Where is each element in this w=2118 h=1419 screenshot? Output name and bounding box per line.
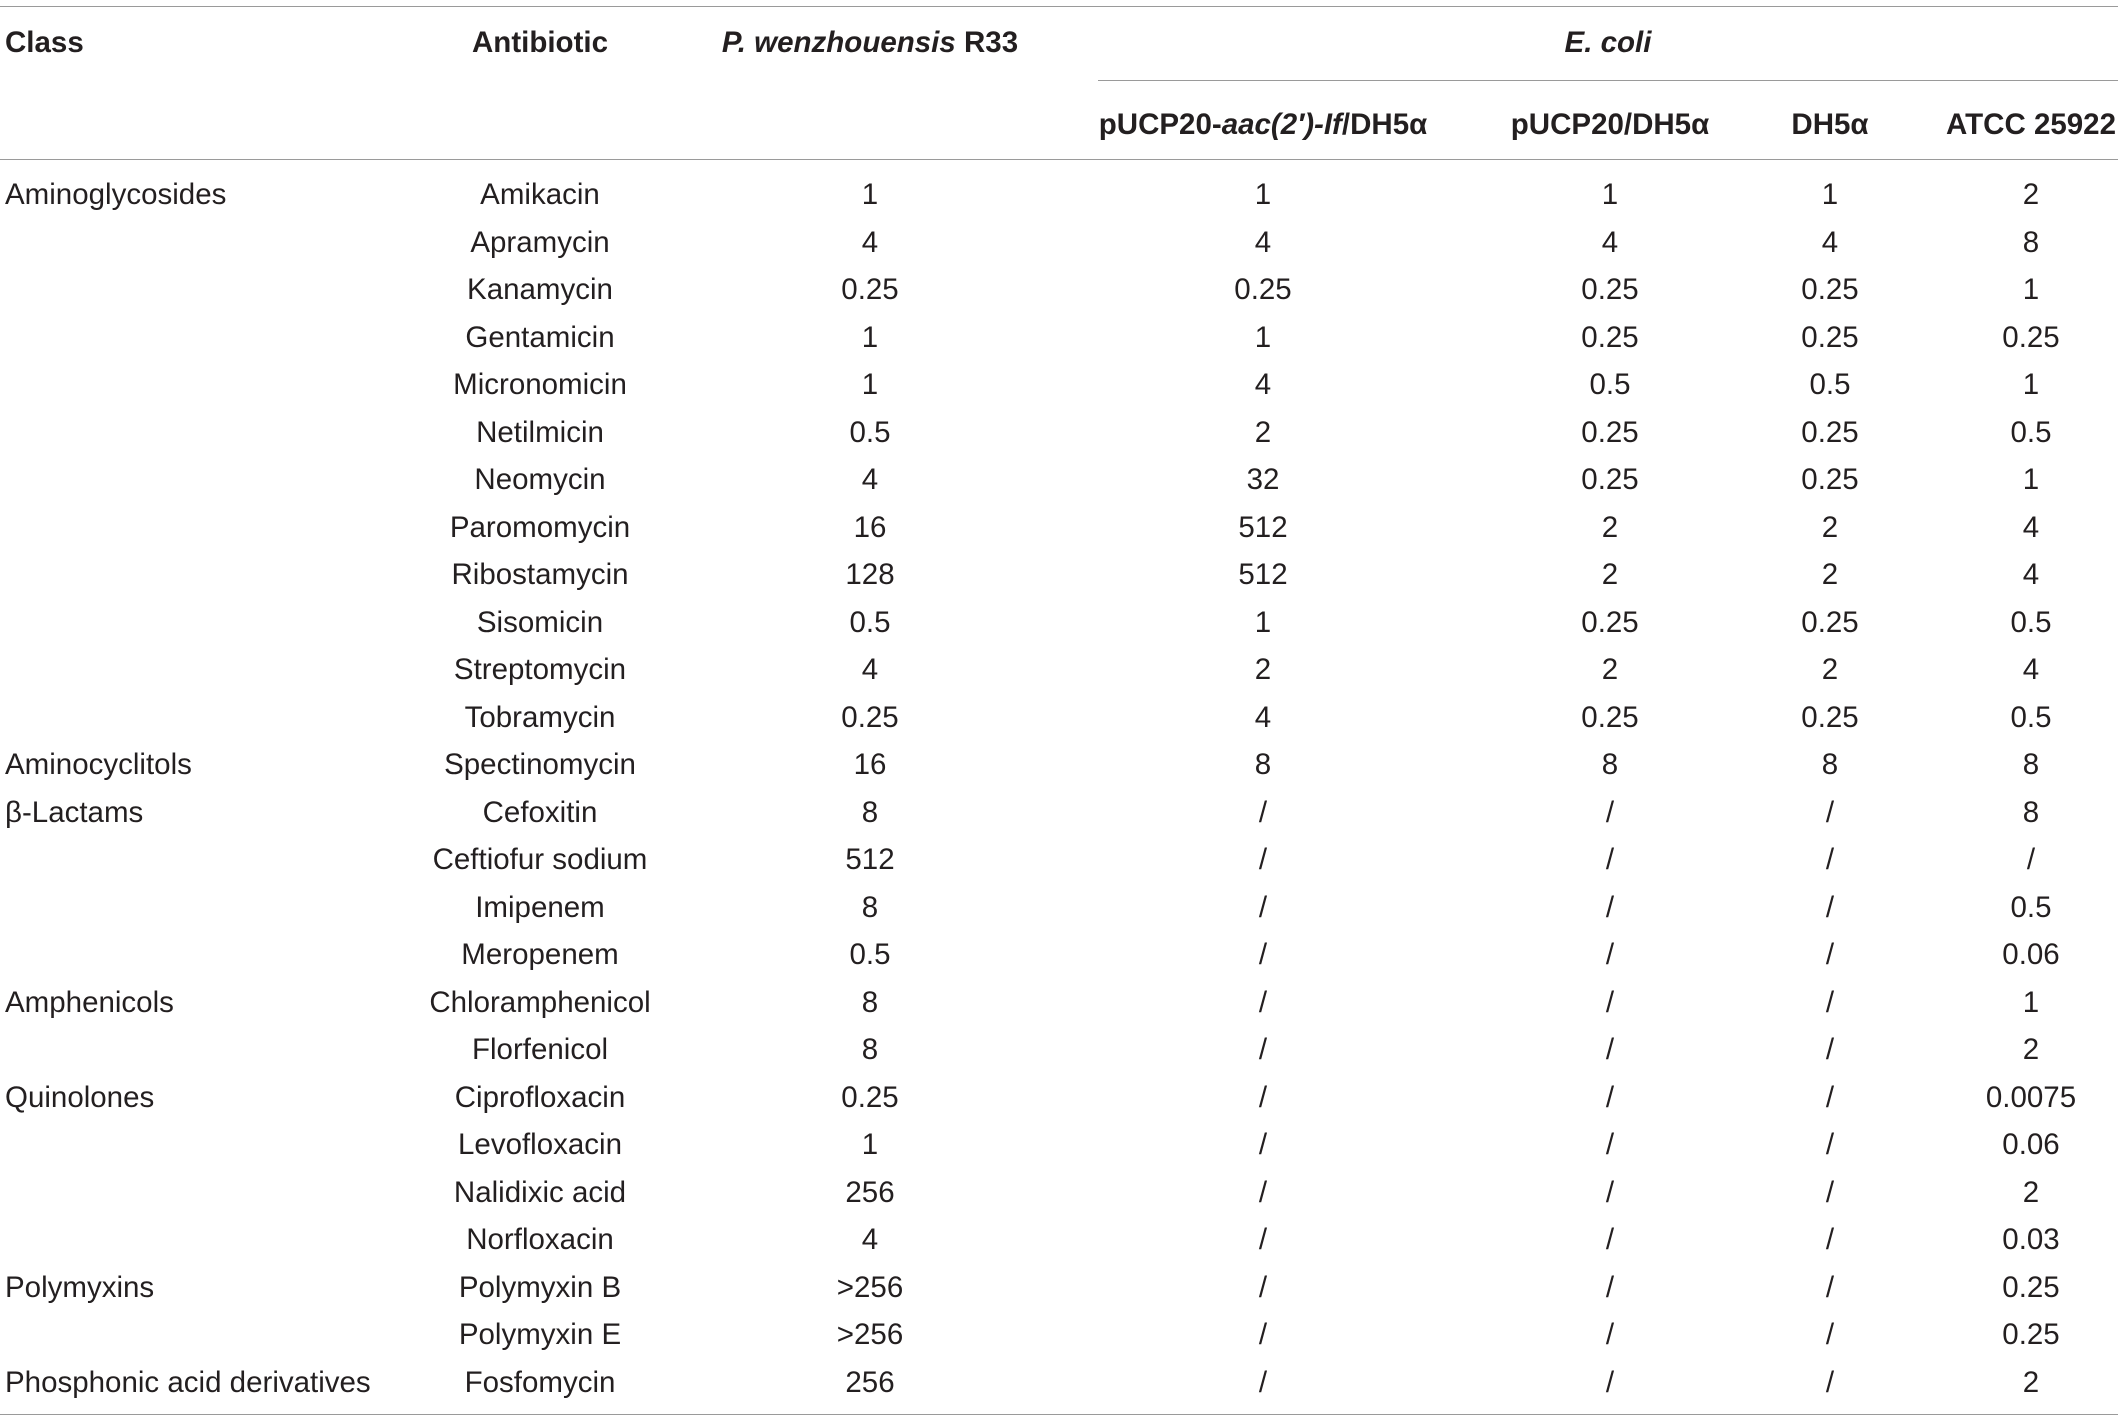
cell-dh5a: /	[1825, 795, 1835, 829]
cell-dh5a: 0.25	[1801, 605, 1859, 639]
header-strain-r33-species: P. wenzhouensis	[721, 26, 956, 59]
cell-antibiotic: Sisomicin	[476, 605, 604, 639]
cell-dh5a: 2	[1821, 510, 1839, 544]
cell-r33: 0.5	[849, 605, 891, 639]
cell-antibiotic: Ciprofloxacin	[454, 1080, 626, 1114]
cell-dh5a: 2	[1821, 653, 1839, 686]
cell-dh5a: /	[1825, 1175, 1835, 1209]
cell-dh5a: 0.25	[1801, 415, 1859, 449]
header-atcc: ATCC 25922	[1946, 108, 2116, 141]
cell-antibiotic: Tobramycin	[464, 700, 616, 734]
cell-class: Aminocyclitols	[5, 748, 192, 781]
cell-antibiotic: Apramycin	[470, 225, 610, 259]
cell-dh5a: /	[1825, 1080, 1835, 1114]
cell-puc: /	[1605, 795, 1615, 829]
cell-aac: 0.25	[1234, 273, 1292, 306]
cell-aac: 512	[1238, 558, 1288, 591]
cell-antibiotic: Ribostamycin	[451, 558, 629, 591]
cell-aac: /	[1258, 1223, 1268, 1256]
header-puc-aac-prefix: pUCP20-	[1098, 108, 1222, 141]
cell-antibiotic: Chloramphenicol	[429, 985, 651, 1019]
cell-puc: /	[1605, 1128, 1615, 1161]
cell-puc: 2	[1601, 558, 1619, 591]
header-puc-aac	[1099, 110, 1428, 140]
cell-antibiotic: Levofloxacin	[458, 1128, 622, 1161]
cell-atcc: 2	[2022, 1033, 2040, 1066]
header-puc-aac-host: /DH5α	[1341, 108, 1428, 141]
cell-atcc: 2	[2022, 1175, 2040, 1209]
cell-r33: 4	[861, 1223, 879, 1256]
cell-aac: /	[1258, 795, 1268, 829]
cell-atcc: 4	[2022, 653, 2040, 686]
cell-r33: 8	[861, 890, 879, 924]
cell-aac: /	[1258, 1033, 1268, 1066]
cell-r33: 1	[861, 178, 879, 211]
cell-class: Polymyxins	[5, 1270, 155, 1304]
top-rule	[0, 6, 2118, 7]
cell-aac: /	[1258, 1175, 1268, 1209]
cell-antibiotic: Netilmicin	[476, 415, 604, 449]
cell-r33: 0.5	[849, 938, 891, 971]
cell-r33: 1	[861, 1128, 879, 1161]
header-strain-r33	[722, 28, 1018, 58]
cell-aac: 1	[1254, 178, 1272, 211]
cell-puc: /	[1605, 938, 1615, 971]
cell-atcc: 0.06	[2002, 938, 2060, 971]
cell-dh5a: 2	[1821, 558, 1839, 591]
cell-atcc: 1	[2022, 985, 2040, 1019]
cell-aac: /	[1258, 938, 1268, 971]
cell-antibiotic: Streptomycin	[453, 653, 627, 686]
cell-atcc: 8	[2022, 795, 2040, 829]
cell-r33: >256	[836, 1270, 904, 1304]
cell-atcc: 2	[2022, 178, 2040, 211]
cell-puc: /	[1605, 1365, 1615, 1399]
cell-dh5a: /	[1825, 938, 1835, 971]
cell-r33: 4	[861, 463, 879, 496]
cell-class: Phosphonic acid derivatives	[5, 1365, 371, 1399]
cell-aac: /	[1258, 1270, 1268, 1304]
cell-r33: 4	[861, 653, 879, 686]
cell-atcc: 0.5	[2010, 605, 2052, 639]
cell-aac: /	[1258, 1365, 1268, 1399]
cell-dh5a: 1	[1821, 178, 1839, 211]
cell-r33: 8	[861, 1033, 879, 1066]
cell-r33: >256	[836, 1318, 904, 1351]
cell-puc: /	[1605, 1033, 1615, 1066]
cell-r33: 0.5	[849, 415, 891, 449]
cell-antibiotic: Paromomycin	[449, 510, 631, 544]
cell-atcc: 4	[2022, 558, 2040, 591]
cell-puc: /	[1605, 890, 1615, 924]
cell-puc: 0.25	[1581, 700, 1639, 734]
cell-aac: /	[1258, 985, 1268, 1019]
cell-puc: 0.5	[1589, 368, 1631, 401]
cell-puc: 4	[1601, 225, 1619, 259]
cell-puc: 2	[1601, 510, 1619, 544]
cell-dh5a: 0.5	[1809, 368, 1851, 401]
cell-r33: 1	[861, 320, 879, 354]
cell-antibiotic: Polymyxin E	[458, 1318, 622, 1351]
cell-antibiotic: Polymyxin B	[458, 1270, 622, 1304]
cell-r33: 512	[845, 843, 895, 876]
cell-r33: 8	[861, 985, 879, 1019]
cell-aac: 2	[1254, 653, 1272, 686]
cell-r33: 0.25	[841, 273, 899, 306]
header-dh5a: DH5α	[1791, 108, 1869, 141]
cell-puc: 2	[1601, 653, 1619, 686]
header-bottom-rule	[0, 159, 2118, 160]
cell-puc: /	[1605, 985, 1615, 1019]
cell-r33: 0.25	[841, 1080, 899, 1114]
header-ecoli-group	[1565, 28, 1652, 58]
header-class: Class	[5, 26, 84, 59]
cell-aac: /	[1258, 1080, 1268, 1114]
cell-puc: 0.25	[1581, 605, 1639, 639]
cell-aac: 512	[1238, 510, 1288, 544]
cell-puc: /	[1605, 1318, 1615, 1351]
cell-dh5a: /	[1825, 890, 1835, 924]
cell-class: Aminoglycosides	[5, 178, 227, 211]
cell-atcc: 1	[2022, 273, 2040, 306]
cell-class: Quinolones	[5, 1080, 155, 1114]
cell-atcc: 0.25	[2002, 1318, 2060, 1351]
cell-atcc: 4	[2022, 510, 2040, 544]
cell-puc: 1	[1601, 178, 1619, 211]
cell-atcc: 2	[2022, 1365, 2040, 1399]
cell-atcc: /	[2026, 843, 2036, 876]
cell-dh5a: 0.25	[1801, 700, 1859, 734]
cell-antibiotic: Micronomicin	[453, 368, 627, 401]
cell-r33: 256	[845, 1175, 895, 1209]
cell-puc: /	[1605, 1223, 1615, 1256]
cell-r33: 128	[845, 558, 895, 591]
cell-antibiotic: Imipenem	[475, 890, 605, 924]
cell-class: β-Lactams	[5, 795, 144, 829]
header-ecoli-species: E. coli	[1564, 26, 1652, 59]
cell-aac: 4	[1254, 368, 1272, 401]
cell-aac: 1	[1254, 605, 1272, 639]
cell-antibiotic: Amikacin	[480, 178, 600, 211]
cell-puc: 8	[1601, 748, 1619, 781]
cell-antibiotic: Nalidixic acid	[453, 1175, 627, 1209]
cell-atcc: 1	[2022, 463, 2040, 496]
cell-dh5a: 0.25	[1801, 463, 1859, 496]
cell-r33: 256	[845, 1365, 895, 1399]
cell-puc: 0.25	[1581, 320, 1639, 354]
cell-dh5a: 0.25	[1801, 273, 1859, 306]
cell-dh5a: /	[1825, 1128, 1835, 1161]
cell-aac: /	[1258, 890, 1268, 924]
cell-r33: 8	[861, 795, 879, 829]
cell-r33: 16	[853, 510, 887, 544]
bottom-rule	[0, 1414, 2118, 1415]
header-puc-aac-gene: aac(2′)-If	[1221, 108, 1342, 141]
cell-dh5a: /	[1825, 1270, 1835, 1304]
cell-dh5a: /	[1825, 985, 1835, 1019]
cell-antibiotic: Ceftiofur sodium	[432, 843, 648, 876]
cell-atcc: 0.5	[2010, 890, 2052, 924]
cell-puc: /	[1605, 1080, 1615, 1114]
cell-aac: /	[1258, 1318, 1268, 1351]
cell-atcc: 0.0075	[1985, 1080, 2077, 1114]
cell-dh5a: /	[1825, 1318, 1835, 1351]
header-antibiotic: Antibiotic	[471, 26, 609, 59]
cell-atcc: 0.06	[2002, 1128, 2060, 1161]
cell-atcc: 0.25	[2002, 1270, 2060, 1304]
cell-atcc: 0.5	[2010, 415, 2052, 449]
cell-atcc: 0.5	[2010, 700, 2052, 734]
cell-aac: 32	[1246, 463, 1280, 496]
ecoli-group-rule	[1098, 80, 2118, 81]
cell-antibiotic: Spectinomycin	[444, 748, 636, 781]
cell-dh5a: 8	[1821, 748, 1839, 781]
cell-puc: /	[1605, 1175, 1615, 1209]
cell-dh5a: /	[1825, 1033, 1835, 1066]
cell-dh5a: /	[1825, 1223, 1835, 1256]
cell-antibiotic: Kanamycin	[467, 273, 613, 306]
cell-aac: 4	[1254, 700, 1272, 734]
cell-atcc: 8	[2022, 225, 2040, 259]
cell-aac: 4	[1254, 225, 1272, 259]
cell-antibiotic: Gentamicin	[465, 320, 615, 354]
cell-r33: 16	[853, 748, 887, 781]
cell-r33: 4	[861, 225, 879, 259]
cell-dh5a: 4	[1821, 225, 1839, 259]
cell-r33: 1	[861, 368, 879, 401]
cell-antibiotic: Florfenicol	[471, 1033, 609, 1066]
cell-r33: 0.25	[841, 700, 899, 734]
cell-atcc: 0.25	[2002, 320, 2060, 354]
cell-atcc: 0.03	[2002, 1223, 2060, 1256]
cell-antibiotic: Neomycin	[474, 463, 606, 496]
cell-class: Amphenicols	[5, 985, 174, 1019]
cell-aac: /	[1258, 1128, 1268, 1161]
cell-dh5a: /	[1825, 843, 1835, 876]
cell-antibiotic: Cefoxitin	[482, 795, 598, 829]
cell-antibiotic: Meropenem	[461, 938, 619, 971]
cell-puc: /	[1605, 843, 1615, 876]
cell-atcc: 1	[2022, 368, 2040, 401]
header-puc: pUCP20/DH5α	[1510, 108, 1710, 141]
cell-puc: 0.25	[1581, 273, 1639, 306]
cell-dh5a: /	[1825, 1365, 1835, 1399]
cell-antibiotic: Fosfomycin	[464, 1365, 616, 1399]
cell-puc: 0.25	[1581, 463, 1639, 496]
cell-aac: 1	[1254, 320, 1272, 354]
cell-puc: 0.25	[1581, 415, 1639, 449]
cell-puc: /	[1605, 1270, 1615, 1304]
cell-aac: 8	[1254, 748, 1272, 781]
cell-aac: /	[1258, 843, 1268, 876]
cell-atcc: 8	[2022, 748, 2040, 781]
cell-dh5a: 0.25	[1801, 320, 1859, 354]
cell-aac: 2	[1254, 415, 1272, 449]
header-strain-r33-suffix: R33	[955, 26, 1019, 59]
cell-antibiotic: Norfloxacin	[466, 1223, 614, 1256]
